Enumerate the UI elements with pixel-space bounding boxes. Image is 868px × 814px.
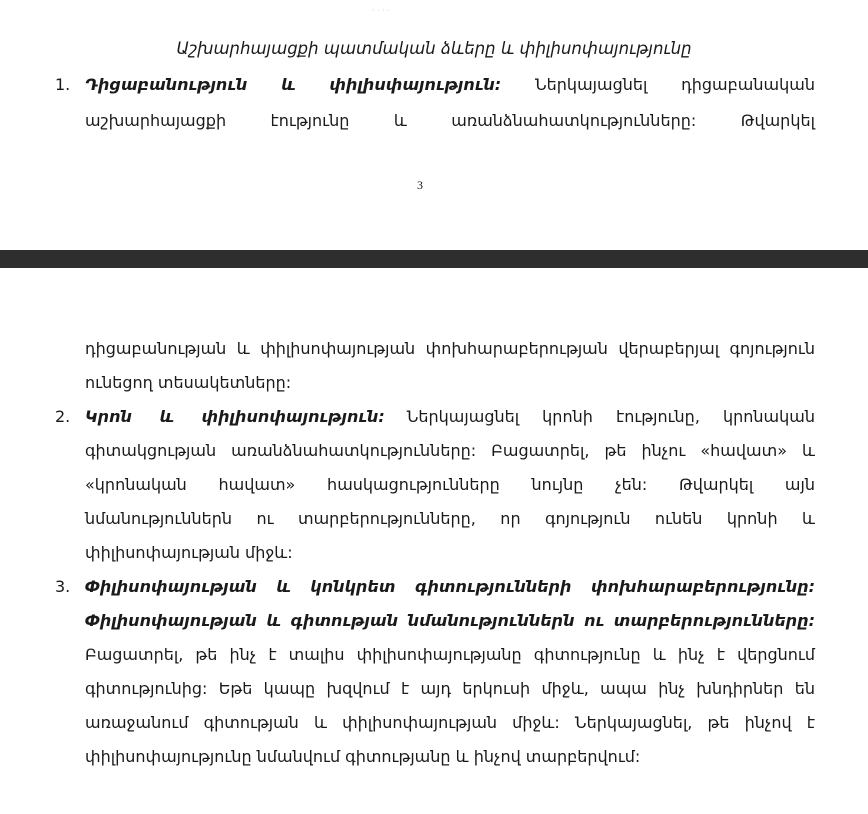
faint-header-text: · · · · — [372, 6, 390, 15]
item-1-number: 1. — [55, 75, 71, 94]
item-1-continuation-line-2: ունեցող տեսակետները: — [85, 373, 292, 392]
item-1-text-word: դիցաբանական — [681, 75, 815, 94]
document-page-2 — [0, 268, 868, 814]
item-3-line-2: գիտությունից: Եթե կապը խզվում է այդ երկուսի միջև, ապա ինչ խնդիրներ են — [85, 679, 815, 698]
item-3-number: 3. — [55, 577, 71, 596]
item-1-text-word: աշխարհայացքի — [85, 111, 227, 130]
item-1-text-word: և — [393, 111, 407, 130]
item-1-text-word: առանձնահատկությունները: — [451, 111, 697, 130]
item-1-text-word: էությունը — [270, 111, 350, 130]
item-2-line-2: գիտակցության առանձնահատկությունները: Բացատրել, թե ինչու «հավատ» և — [85, 441, 815, 460]
item-1-text-word: Թվարկել — [740, 111, 815, 130]
section-title: Աշխարհայացքի պատմական ձևերը և փիլիսոփայությունը — [176, 39, 692, 58]
page-separator — [0, 250, 868, 268]
item-1-heading-word: Դիցաբանություն — [85, 75, 248, 94]
item-1-line-2 — [85, 110, 815, 132]
item-1-line-1 — [85, 74, 815, 96]
page-number: 3 — [417, 178, 423, 192]
item-2-line-1 — [85, 406, 815, 428]
item-1-heading-word: փիլիսփայություն: — [329, 75, 502, 94]
item-2-line-4: նմանություններն ու տարբերությունները, որ գոյություն ունեն կրոնի և — [85, 509, 815, 528]
item-2-heading: Կրոն և փիլիսոփայություն: — [85, 407, 385, 426]
item-1-continuation-line-1: դիցաբանության և փիլիսոփայության փոխհարաբերության վերաբերյալ գոյություն — [85, 339, 815, 358]
item-2-line-5: փիլիսոփայության միջև: — [85, 543, 293, 562]
item-1-text-word: Ներկայացնել — [534, 75, 648, 94]
item-2-text: Ներկայացնել կրոնի էությունը, կրոնական — [406, 407, 815, 426]
item-3-heading-line-2: Փիլիսոփայության և գիտության նմանություններն ու տարբերությունները: — [85, 611, 815, 630]
item-3-heading-line-1: Փիլիսոփայության և կոնկրետ գիտությունների փոխհարաբերությունը: — [85, 577, 815, 596]
item-1-heading-word: և — [281, 75, 296, 94]
item-2-heading-text: Կրոն և փիլիսոփայություն — [85, 407, 379, 426]
item-2-number: 2. — [55, 407, 71, 426]
item-2-line-3: «կրոնական հավատ» հասկացությունները նույնը չեն: Թվարկել այն — [85, 475, 815, 494]
item-3-line-4: փիլիսոփայությունը նմանվում գիտությանը և ինչով տարբերվում: — [85, 747, 641, 766]
item-3-line-1: Բացատրել, թե ինչ է տալիս փիլիսոփայությանը գիտությունը և ինչ է վերցնում — [85, 645, 815, 664]
item-3-line-3: առաջանում գիտության և փիլիսոփայության միջև: Ներկայացնել, թե ինչով է — [85, 713, 815, 732]
document-page-1 — [0, 0, 868, 250]
